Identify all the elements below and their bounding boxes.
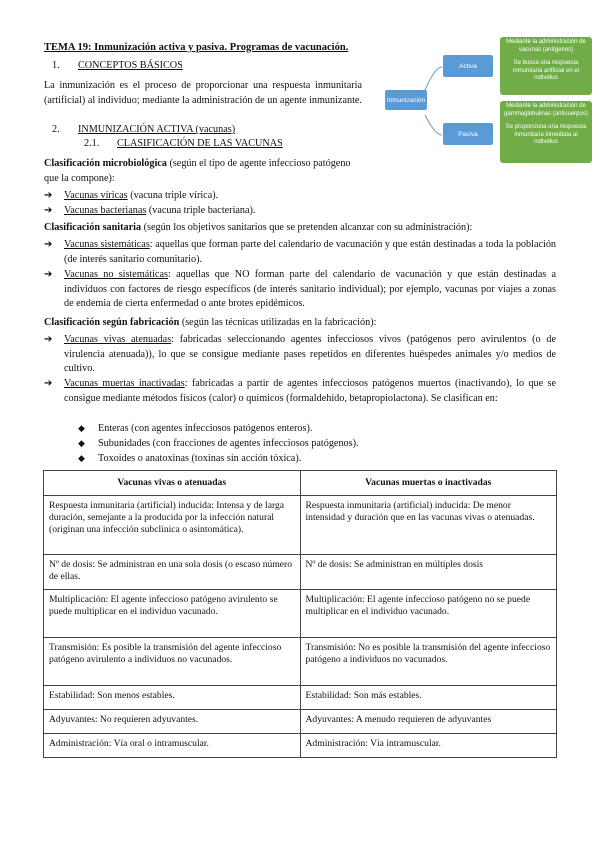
list-item	[44, 238, 556, 267]
sanitaria-heading	[44, 221, 556, 236]
sanitaria-label: Clasificación sanitaria	[44, 222, 142, 233]
table-row	[44, 734, 557, 758]
arrow-icon: ➔	[44, 334, 53, 345]
intro-paragraph: La inmunización es el proceso de proporcionar una respuesta inmunitaria (artificial) al individuo; mediante la administración de un agente inmunizante.	[44, 80, 362, 106]
sanitaria-item-term: Vacunas no sistemáticas	[64, 269, 168, 280]
micro-rest: (según el tipo de agente infeccioso patógeno que la compone):	[44, 158, 351, 184]
sub-item-text: Subunidades (con fracciones de agentes infecciosos patógenos).	[98, 438, 359, 449]
diagram-passive-note-1: Mediante la administración de gammaglobulinas (anticuerpos)	[504, 103, 588, 117]
diamond-icon: ◆	[78, 438, 85, 448]
diagram-passive-node: Pasiva	[443, 123, 493, 145]
list-item	[44, 377, 556, 406]
diagram-passive-notes	[500, 101, 592, 163]
micro-heading	[44, 157, 364, 186]
table-row	[44, 638, 557, 686]
section-2-heading: INMUNIZACIÓN ACTIVA (vacunas)	[78, 124, 236, 135]
table-header-inactivated: Vacunas muertas o inactivadas	[300, 471, 557, 496]
fabricacion-rest: (según las técnicas utilizadas en la fabricación):	[179, 317, 377, 328]
fabricacion-item-desc: : fabricadas seleccionando agentes infecciosos vivos (patógenos pero avirulentos (o de virulencia atenuada)), lo que se consigue mediante pases repetidos en diferentes huéspedes animales y/o medios de cultivo.	[64, 334, 556, 374]
sub-list-item	[78, 451, 301, 467]
table-cell: Estabilidad: Son menos estables.	[44, 686, 301, 710]
diagram-root-node: Inmunización	[385, 90, 427, 110]
sub-list-item	[78, 421, 312, 437]
table-cell: Adyuvantes: No requieren adyuvantes.	[44, 710, 301, 734]
table-cell: Respuesta inmunitaria (artificial) inducida: Intensa y de larga duración, semejante a la producida por la infección natural (originan una infección subclínica o asintomática).	[44, 496, 301, 555]
table-row	[44, 555, 557, 590]
diamond-icon: ◆	[78, 453, 85, 463]
micro-item-desc: (vacuna triple bacteriana).	[146, 205, 256, 216]
sanitaria-rest: (según los objetivos sanitarios que se pretenden alcanzar con su administración):	[141, 222, 473, 233]
arrow-icon: ➔	[44, 239, 53, 250]
micro-label: Clasificación microbiológica	[44, 158, 167, 169]
table-cell: Multiplicación: El agente infeccioso patógeno avirulento se puede multiplicar en el individuo vacunado.	[44, 590, 301, 638]
table-cell: Administración: Vía intramuscular.	[300, 734, 557, 758]
list-item	[44, 204, 556, 219]
arrow-icon: ➔	[44, 378, 53, 389]
table-cell: Transmisión: No es posible la transmisión del agente infeccioso patógeno a individuos no vacunados.	[300, 638, 557, 686]
vaccine-comparison-table	[43, 470, 557, 758]
table-row	[44, 496, 557, 555]
table-row	[44, 590, 557, 638]
sanitaria-item-desc: : aquellas que forman parte del calendario de vacunación y que están destinadas a toda la población (de interés sanitario comunitario).	[64, 239, 557, 265]
list-item	[44, 268, 556, 312]
section-2-1-number: 2.1.	[84, 138, 100, 149]
diagram-active-note-1: Mediante la administración de vacunas (antígenos)	[506, 39, 586, 53]
sub-list-item	[78, 436, 359, 452]
table-cell: Respuesta inmunitaria (artificial) inducida: De menor intensidad y duración que en las vacunas vivas o atenuadas.	[300, 496, 557, 555]
table-cell: Transmisión: Es posible la transmisión del agente infeccioso patógeno avirulento a individuos no vacunados.	[44, 638, 301, 686]
list-item	[44, 333, 556, 377]
sanitaria-item-desc: : aquellas que NO forman parte del calendario de vacunación y que están destinadas a individuos con factores de riesgo específicos (de interés sanitario individual); por ejemplo, vacunas por viajes a zonas de endemia de cierta enfermedad o ante brotes epidémicos.	[64, 269, 556, 309]
sub-item-text: Toxoides o anatoxinas (toxinas sin acción tóxica).	[98, 453, 302, 464]
diamond-icon: ◆	[78, 423, 85, 433]
diagram-active-note-2: Se busca una respuesta inmunitaria artificial en el individuo	[512, 60, 580, 81]
fabricacion-item-term: Vacunas vivas atenuadas	[64, 334, 172, 345]
table-row	[44, 710, 557, 734]
sub-item-text: Enteras (con agentes infecciosos patógenos enteros).	[98, 423, 313, 434]
micro-item-term: Vacunas víricas	[64, 190, 128, 201]
diagram-active-notes	[500, 37, 592, 95]
table-cell: Administración: Vía oral o intramuscular.	[44, 734, 301, 758]
arrow-icon: ➔	[44, 269, 53, 280]
section-1-number: 1.	[52, 60, 60, 71]
fabricacion-item-desc: : fabricadas a partir de agentes infecciosos patógenos muertos (inactivando), lo que se consigue mediante métodos físicos (calor) o químicos (formaldehído, betapropiolactona). Se clasifican en:	[64, 378, 556, 404]
diagram-passive-note-2: Se proporciona una respuesta inmunitaria inmediata al individuo	[505, 124, 587, 145]
section-2-number: 2.	[52, 124, 60, 135]
fabricacion-heading	[44, 316, 556, 331]
table-cell: Adyuvantes: A menudo requieren de adyuvantes	[300, 710, 557, 734]
micro-item-desc: (vacuna triple vírica).	[127, 190, 219, 201]
page-title: TEMA 19: Inmunización activa y pasiva. Programas de vacunación.	[44, 42, 349, 53]
table-cell: Multiplicación: El agente infeccioso patógeno no se puede multiplicar en el individuo vacunado.	[300, 590, 557, 638]
sanitaria-item-term: Vacunas sistemáticas	[64, 239, 150, 250]
table-cell: Nº de dosis: Se administran en una sola dosis (o escaso número de ellas.	[44, 555, 301, 590]
table-cell: Estabilidad: Son más estables.	[300, 686, 557, 710]
list-item	[44, 189, 556, 204]
table-header-row	[44, 471, 557, 496]
fabricacion-item-term: Vacunas muertas inactivadas	[64, 378, 185, 389]
section-1-heading: CONCEPTOS BÁSICOS	[78, 60, 183, 71]
table-cell: Nº de dosis: Se administran en múltiples dosis	[300, 555, 557, 590]
arrow-icon: ➔	[44, 190, 53, 201]
diagram-active-node: Activa	[443, 55, 493, 77]
arrow-icon: ➔	[44, 205, 53, 216]
micro-item-term: Vacunas bacterianas	[64, 205, 147, 216]
fabricacion-label: Clasificación según fabricación	[44, 317, 180, 328]
table-row	[44, 686, 557, 710]
table-header-live: Vacunas vivas o atenuadas	[44, 471, 301, 496]
section-2-1-heading: CLASIFICACIÓN DE LAS VACUNAS	[117, 138, 283, 149]
